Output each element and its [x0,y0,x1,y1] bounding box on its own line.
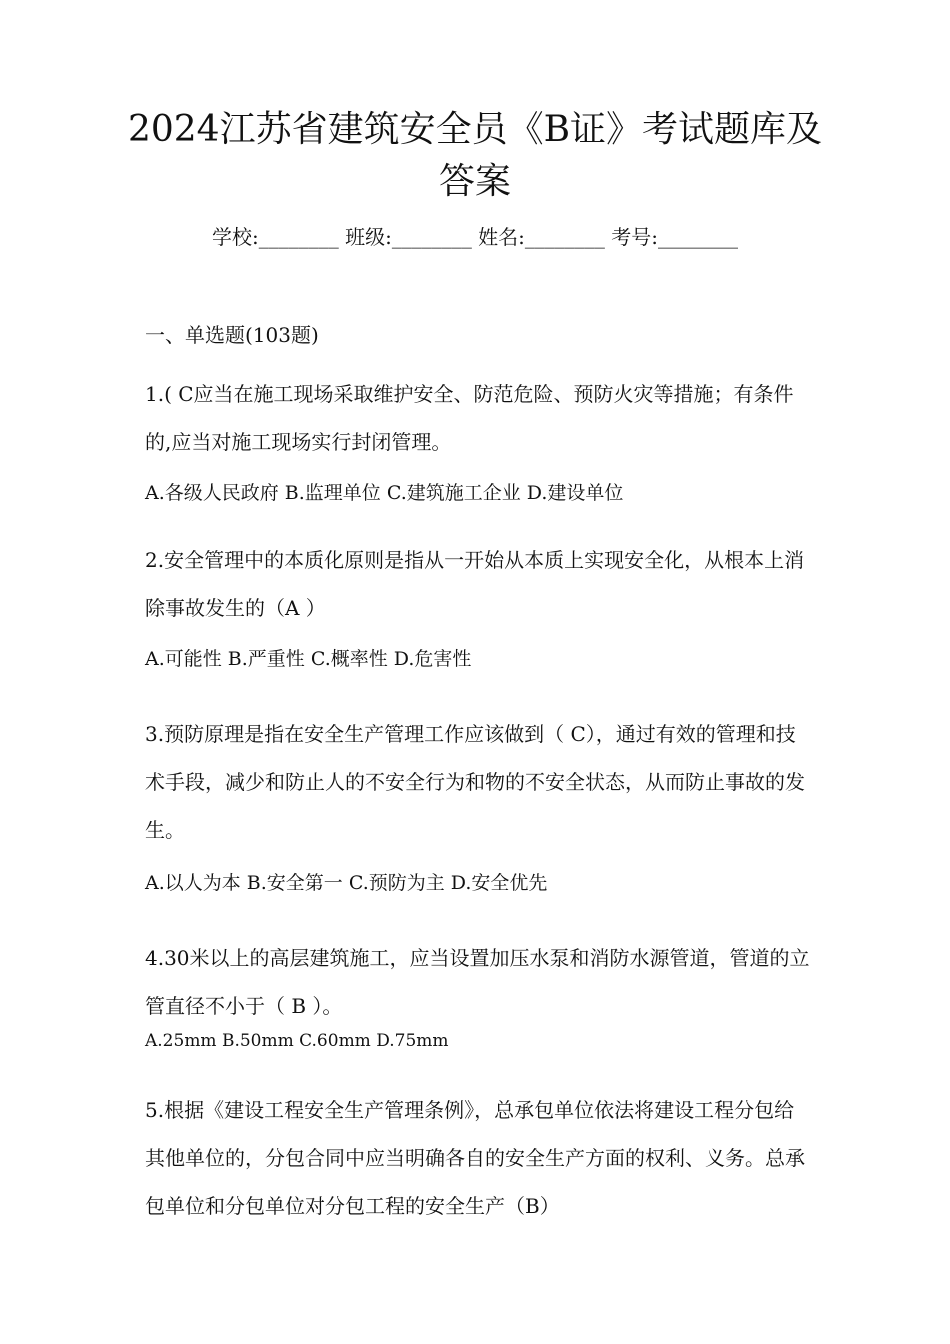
question-stem: 5.根据《建设工程安全生产管理条例》，总承包单位依法将建设工程分包给其他单位的，分包合同中应当明确各自的安全生产方面的权利、义务。总承包单位和分包单位对分包工程的安全生产（B） [145,1098,805,1218]
question-stem: 1.( C应当在施工现场采取维护安全、防范危险、预防火灾等措施；有条件的,应当对施工现场实行封闭管理。 [145,382,794,454]
question-options: A.可能性 B.严重性 C.概率性 D.危害性 [145,648,472,670]
question-stem: 3.预防原理是指在安全生产管理工作应该做到（ C），通过有效的管理和技术手段，减少和防止人的不安全行为和物的不安全状态，从而防止事故的发生。 [145,722,805,842]
question-5 [145,1086,810,1230]
title-line-1: 2024江苏省建筑安全员《B证》考试题库及 [127,109,823,150]
title-line-2: 答案 [438,161,511,202]
question-2 [145,536,810,674]
question-options: A.各级人民政府 B.监理单位 C.建筑施工企业 D.建设单位 [145,482,624,504]
section-heading: 一、单选题(103题) [145,323,319,347]
student-info-line: 学校:________ 班级:________ 姓名:________ 考号:________ [211,225,739,249]
question-4 [145,934,810,1056]
question-stem: 2.安全管理中的本质化原则是指从一开始从本质上实现安全化，从根本上消除事故发生的（A ） [145,548,805,620]
question-options: A.以人为本 B.安全第一 C.预防为主 D.安全优先 [145,872,548,894]
question-3 [145,710,810,898]
question-1 [145,370,810,508]
document-title [0,104,950,208]
question-options: A.25mm B.50mm C.60mm D.75mm [145,1031,449,1051]
question-stem: 4.30米以上的高层建筑施工，应当设置加压水泵和消防水源管道，管道的立管直径不小于（ B ）。 [145,946,810,1018]
